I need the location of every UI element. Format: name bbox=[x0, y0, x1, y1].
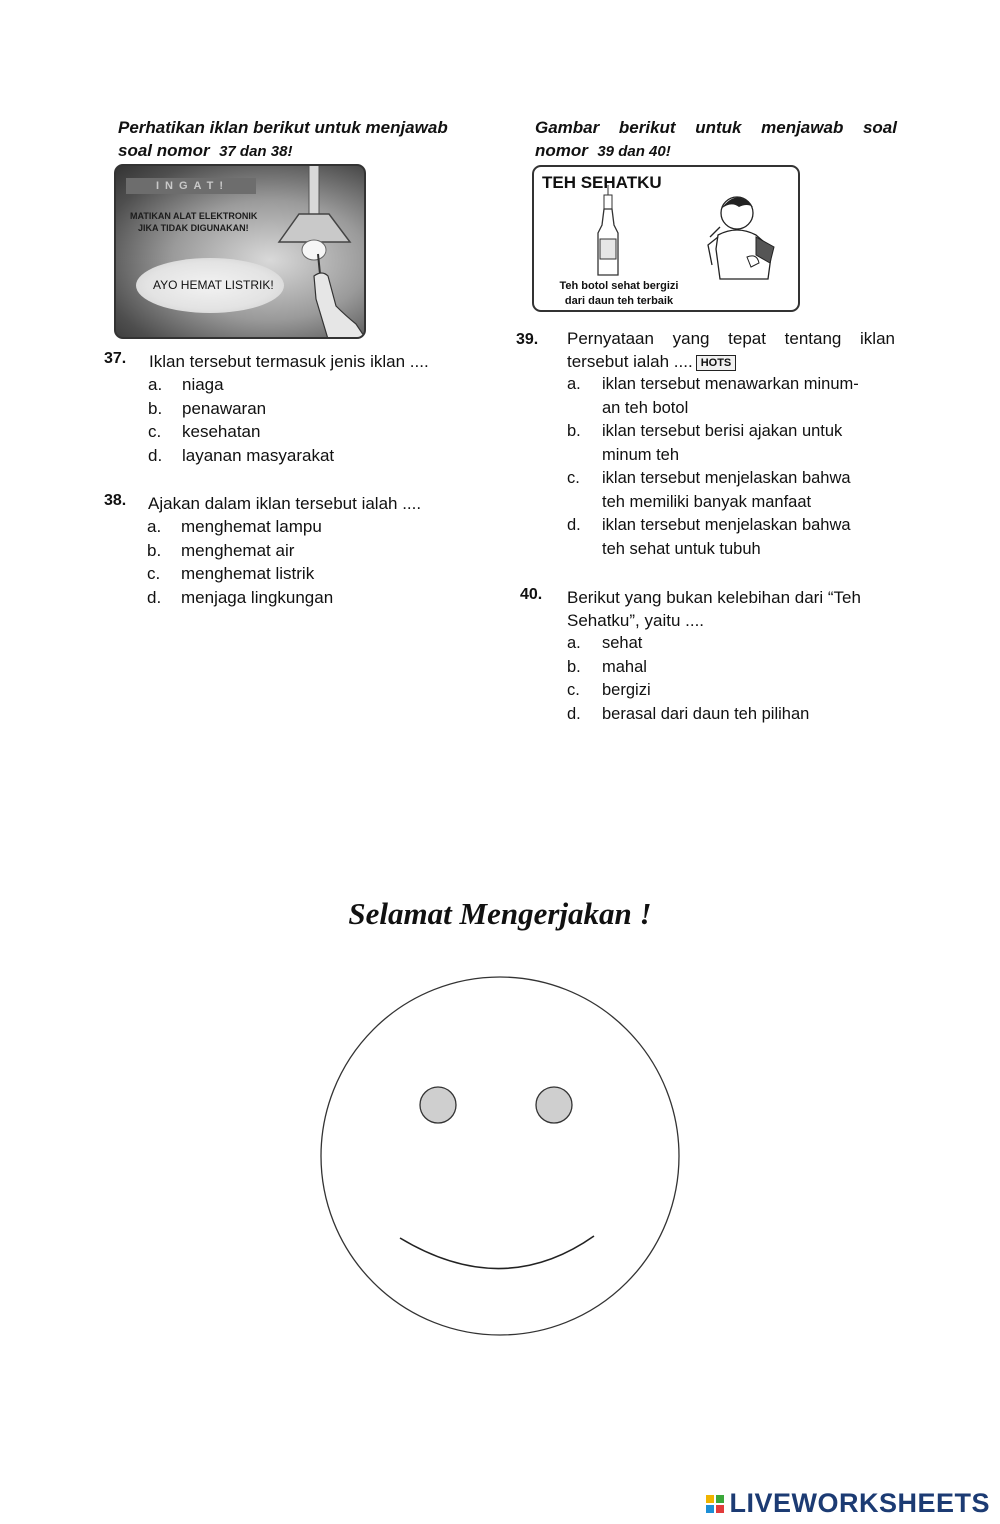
option-text: mahal bbox=[602, 657, 647, 676]
closing-message: Selamat Mengerjakan ! bbox=[348, 896, 652, 931]
right-eye bbox=[536, 1087, 572, 1123]
option-text: penawaran bbox=[182, 398, 267, 418]
option-letter: a. bbox=[567, 634, 581, 652]
right-instruction bbox=[535, 116, 897, 163]
left-instruction bbox=[118, 116, 448, 163]
face-outline bbox=[321, 977, 679, 1335]
boy-drinking-icon bbox=[708, 197, 774, 279]
option-letter: b. bbox=[148, 398, 163, 418]
question-38-options bbox=[147, 515, 504, 609]
option-letter: b. bbox=[567, 657, 581, 676]
question-40-options bbox=[567, 632, 900, 726]
ad-line-1: MATIKAN ALAT ELEKTRONIK bbox=[130, 211, 258, 221]
option-text: kesehatan bbox=[182, 422, 261, 441]
option-text: menghemat lampu bbox=[181, 517, 322, 536]
ad-line-2: JIKA TIDAK DIGUNAKAN! bbox=[138, 223, 249, 233]
question-39-text bbox=[567, 327, 895, 373]
question-39-text-line2 bbox=[567, 350, 895, 373]
option-letter: d. bbox=[567, 704, 581, 723]
option-text-line1: iklan tersebut menawarkan minum- bbox=[602, 375, 859, 393]
option-40a[interactable] bbox=[567, 632, 900, 656]
question-39 bbox=[516, 327, 900, 561]
option-37a[interactable] bbox=[148, 373, 504, 397]
option-38b[interactable] bbox=[147, 539, 504, 563]
question-37-options bbox=[148, 373, 504, 467]
question-40 bbox=[520, 586, 900, 726]
option-text bbox=[602, 514, 851, 561]
option-letter: c. bbox=[148, 422, 162, 441]
option-40b[interactable] bbox=[567, 656, 900, 680]
question-40-text bbox=[567, 586, 861, 632]
option-letter: c. bbox=[567, 469, 580, 487]
option-text: bergizi bbox=[602, 681, 651, 699]
option-39c[interactable] bbox=[567, 467, 900, 514]
option-text-line1: iklan tersebut menjelaskan bahwa bbox=[602, 469, 851, 487]
watermark-text: LIVEWORKSHEETS bbox=[729, 1488, 990, 1518]
option-37d[interactable] bbox=[148, 444, 504, 468]
question-37 bbox=[104, 350, 504, 467]
option-text bbox=[602, 420, 842, 467]
option-39a[interactable] bbox=[567, 373, 900, 420]
hemat-listrik-ad bbox=[114, 164, 366, 339]
right-instruction-line2 bbox=[535, 139, 897, 163]
right-instruction-line2-a: nomor bbox=[535, 141, 588, 160]
left-eye bbox=[420, 1087, 456, 1123]
question-40-text-line2: Sehatku”, yaitu .... bbox=[567, 611, 705, 630]
option-40d[interactable] bbox=[567, 703, 900, 727]
option-39d[interactable] bbox=[567, 514, 900, 561]
smiley-face-icon bbox=[318, 975, 682, 1337]
option-37b[interactable] bbox=[148, 397, 504, 421]
option-text: menghemat air bbox=[181, 540, 295, 560]
option-40c[interactable] bbox=[567, 679, 900, 703]
option-letter: d. bbox=[148, 445, 163, 465]
option-text-line1: iklan tersebut berisi ajakan untuk bbox=[602, 422, 843, 440]
right-instruction-line2-b: 39 dan 40! bbox=[597, 143, 671, 160]
left-instruction-line2 bbox=[118, 139, 448, 163]
option-38c[interactable] bbox=[147, 562, 504, 586]
question-38-text: Ajakan dalam iklan tersebut ialah .... bbox=[148, 494, 422, 513]
option-letter: d. bbox=[147, 587, 162, 607]
option-letter: a. bbox=[567, 375, 581, 393]
option-text-line2: teh sehat untuk tubuh bbox=[602, 539, 761, 558]
option-text: menghemat listrik bbox=[181, 564, 315, 583]
option-letter: a. bbox=[148, 375, 163, 394]
question-39-options bbox=[567, 373, 900, 561]
tea-bottle-icon bbox=[598, 185, 618, 275]
option-letter: d. bbox=[567, 516, 581, 534]
option-39b[interactable] bbox=[567, 420, 900, 467]
option-letter: c. bbox=[147, 564, 161, 583]
question-39-number: 39. bbox=[516, 331, 539, 348]
option-text: layanan masyarakat bbox=[182, 445, 335, 465]
left-instruction-line1: Perhatikan iklan berikut untuk menjawab bbox=[118, 118, 448, 137]
ad-title: TEH SEHATKU bbox=[542, 173, 662, 192]
option-text bbox=[602, 467, 851, 514]
option-letter: b. bbox=[567, 422, 581, 440]
hots-badge: HOTS bbox=[696, 355, 737, 371]
option-text bbox=[602, 373, 859, 420]
question-39-text-line2-content: tersebut ialah .... bbox=[567, 352, 693, 371]
option-37c[interactable] bbox=[148, 420, 504, 444]
question-40-text-line1: Berikut yang bukan kelebihan dari “Teh bbox=[567, 588, 861, 607]
left-instruction-line2-b: 37 dan 38! bbox=[219, 143, 293, 160]
question-37-stem bbox=[104, 350, 504, 373]
ingat-banner: INGAT! bbox=[126, 178, 256, 194]
ad-caption-line2: dari daun teh terbaik bbox=[564, 295, 674, 307]
question-37-text: Iklan tersebut termasuk jenis iklan .... bbox=[149, 352, 429, 371]
option-text: niaga bbox=[182, 375, 224, 394]
option-text: menjaga lingkungan bbox=[181, 587, 334, 607]
ad-caption-line1: Teh botol sehat bergizi bbox=[559, 280, 679, 292]
question-40-number: 40. bbox=[520, 586, 543, 603]
liveworksheets-watermark bbox=[706, 1488, 990, 1519]
option-text: sehat bbox=[602, 634, 643, 652]
option-38d[interactable] bbox=[147, 586, 504, 610]
question-38-stem bbox=[104, 492, 504, 515]
option-letter: a. bbox=[147, 517, 162, 536]
option-38a[interactable] bbox=[147, 515, 504, 539]
teh-sehatku-ad bbox=[532, 165, 800, 312]
question-38-number: 38. bbox=[104, 492, 127, 509]
option-letter: c. bbox=[567, 681, 580, 699]
lamp-icon bbox=[114, 164, 366, 339]
question-39-stem bbox=[516, 327, 900, 373]
question-40-stem bbox=[520, 586, 900, 632]
option-text-line2: teh memiliki banyak manfaat bbox=[602, 492, 812, 511]
liveworksheets-logo-icon bbox=[706, 1495, 724, 1513]
option-text-line2: minum teh bbox=[602, 445, 680, 464]
option-text-line2: an teh botol bbox=[602, 398, 689, 417]
ad-slogan: AYO HEMAT LISTRIK! bbox=[153, 278, 274, 292]
option-letter: b. bbox=[147, 540, 162, 560]
option-text-line1: iklan tersebut menjelaskan bahwa bbox=[602, 516, 851, 534]
question-39-text-line1: Pernyataan yang tepat tentang iklan bbox=[567, 329, 895, 348]
left-instruction-line2-a: soal nomor bbox=[118, 141, 210, 160]
option-text: berasal dari daun teh pilihan bbox=[602, 704, 810, 723]
question-37-number: 37. bbox=[104, 350, 127, 367]
right-instruction-line1: Gambar berikut untuk menjawab soal bbox=[535, 118, 897, 137]
question-38 bbox=[104, 492, 504, 609]
